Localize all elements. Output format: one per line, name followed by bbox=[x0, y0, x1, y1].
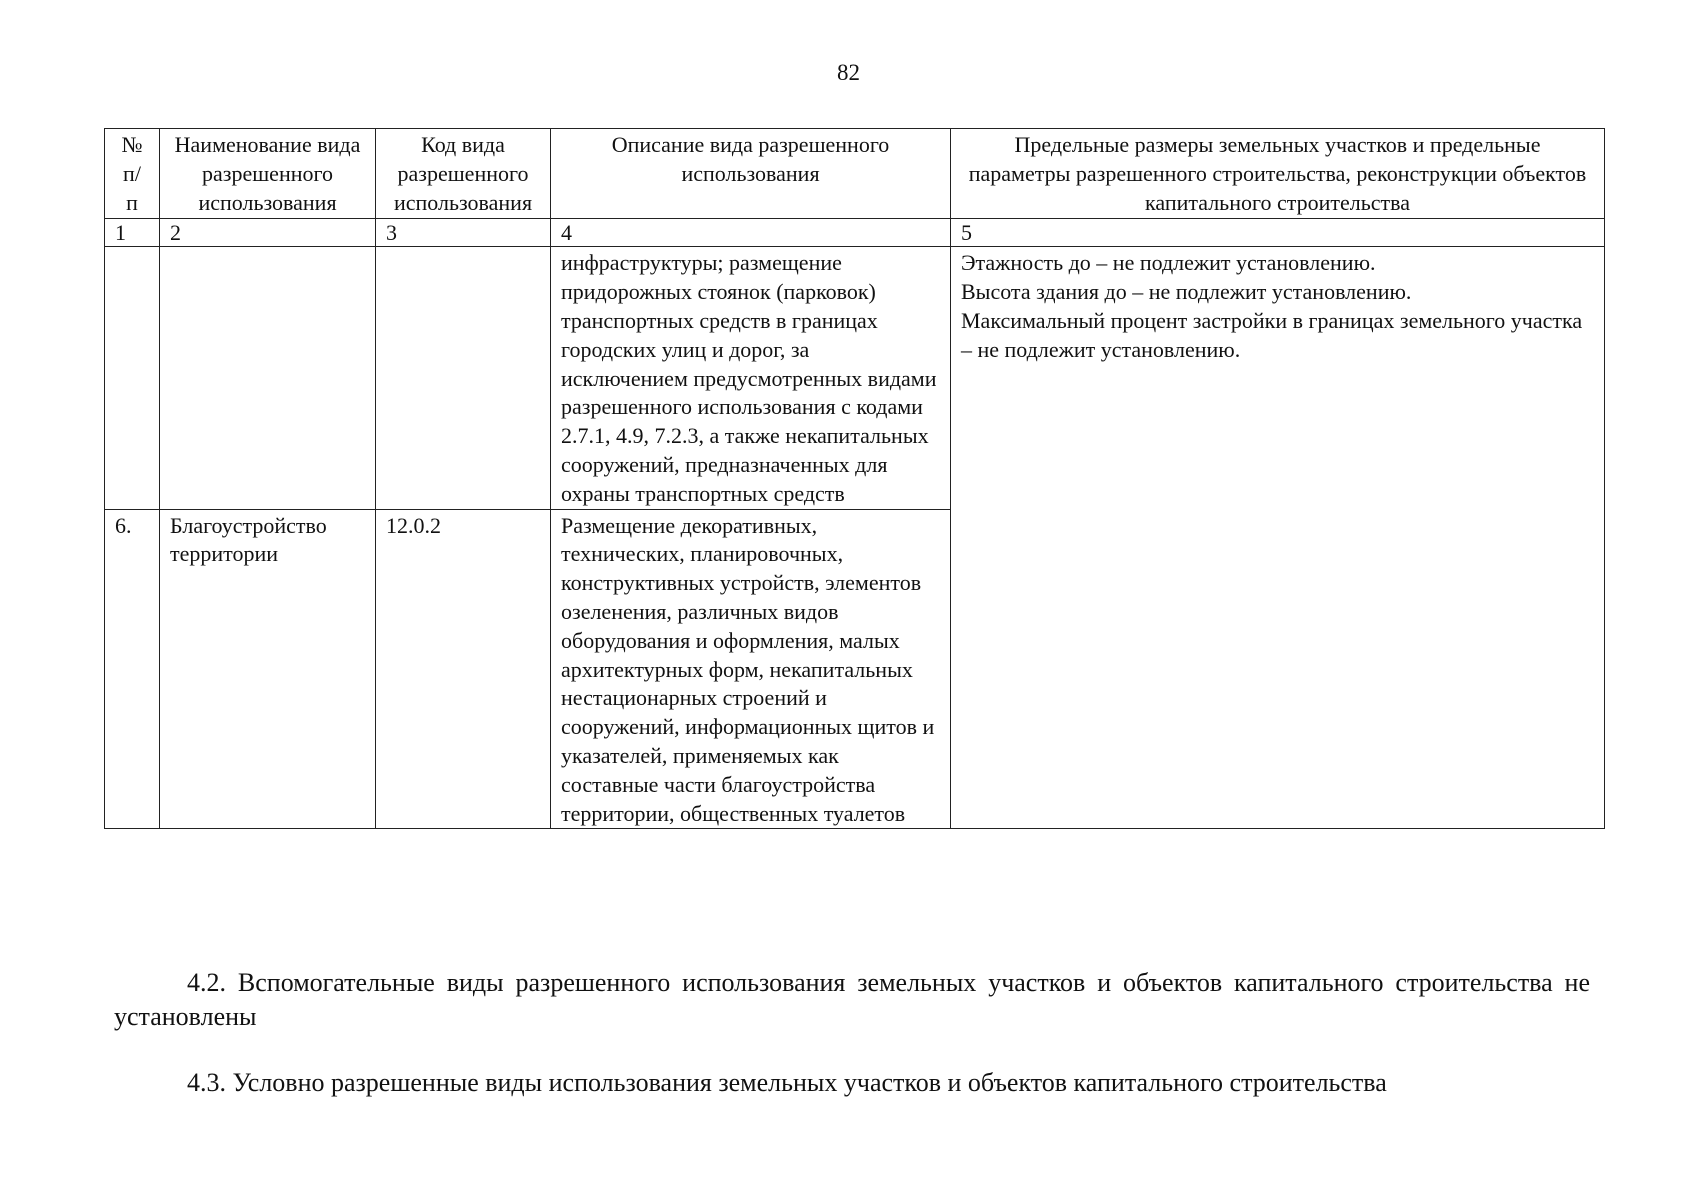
header-limits: Предельные размеры земельных участков и предельные параметры разрешенного строительства, реконструкции объектов капитального строительства bbox=[951, 129, 1605, 219]
limit-coverage: Максимальный процент застройки в границах земельного участка – не подлежит установлению. bbox=[961, 307, 1583, 362]
limit-floors: Этажность до – не подлежит установлению. bbox=[961, 250, 1376, 276]
row-use-description: Размещение декоративных, технических, планировочных, конструктивных устройств, элементов озеленения, различных видов оборудования и оформления, малых архитектурных форм, некапитальных нестационарных строений и сооружений, информационных щитов и указателей, применяемых как составные части благоустройства территории, общественных туалетов bbox=[551, 509, 951, 829]
limit-height: Высота здания до – не подлежит установлению. bbox=[961, 279, 1412, 305]
land-use-table bbox=[104, 128, 1605, 829]
row-use-name: Благоустройство территории bbox=[160, 509, 376, 829]
column-number: 3 bbox=[376, 219, 551, 247]
column-number: 2 bbox=[160, 219, 376, 247]
header-use-description: Описание вида разрешенного использования bbox=[551, 129, 951, 219]
header-number: № п/ п bbox=[105, 129, 160, 219]
paragraph-4-3: 4.3. Условно разрешенные виды использования земельных участков и объектов капитального строительства bbox=[187, 1068, 1387, 1097]
row-number bbox=[105, 247, 160, 509]
table-header-row bbox=[105, 129, 1605, 219]
row-limits bbox=[951, 247, 1605, 829]
paragraph-4-2: 4.2. Вспомогательные виды разрешенного использования земельных участков и объектов капитального строительства не установлены bbox=[114, 968, 1590, 1031]
page-number: 82 bbox=[837, 60, 860, 85]
table-row bbox=[105, 247, 1605, 509]
column-number: 5 bbox=[951, 219, 1605, 247]
header-use-code: Код вида разрешенного использования bbox=[376, 129, 551, 219]
row-use-code: 12.0.2 bbox=[376, 509, 551, 829]
column-number: 4 bbox=[551, 219, 951, 247]
header-use-name: Наименование вида разрешенного использования bbox=[160, 129, 376, 219]
row-use-description: инфраструктуры; размещение придорожных стоянок (парковок) транспортных средств в границах городских улиц и дорог, за исключением предусмотренных видами разрешенного использования с кодами 2.7.1, 4.9, 7.2.3, а также некапитальных сооружений, предназначенных для охраны транспортных средств bbox=[551, 247, 951, 509]
row-use-name bbox=[160, 247, 376, 509]
column-number-row bbox=[105, 219, 1605, 247]
column-number: 1 bbox=[105, 219, 160, 247]
row-use-code bbox=[376, 247, 551, 509]
row-number: 6. bbox=[105, 509, 160, 829]
